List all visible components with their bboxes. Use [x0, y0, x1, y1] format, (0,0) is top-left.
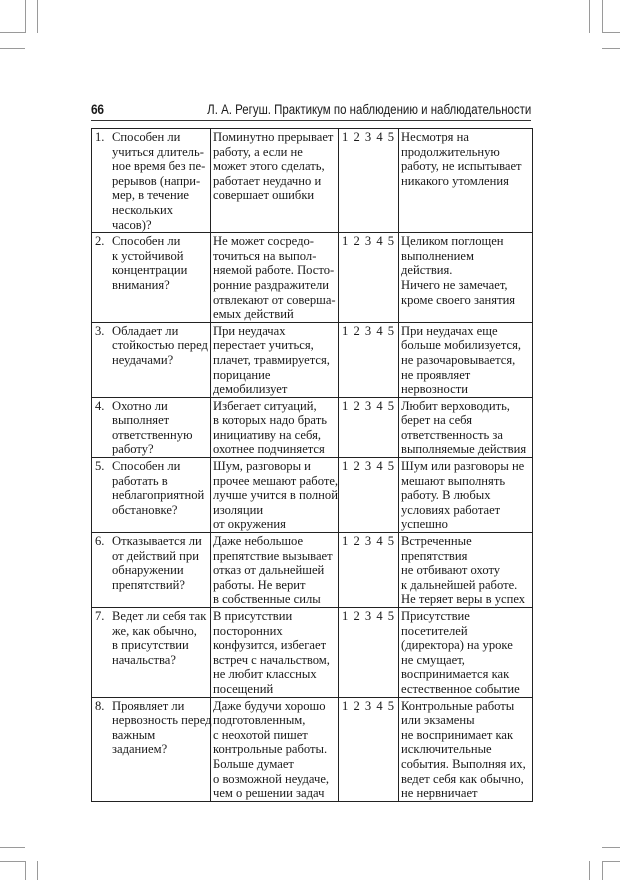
running-title: Л. А. Регуш. Практикум по наблюдению и наблюдательности: [206, 101, 531, 117]
positive-line: не нервничает: [401, 786, 478, 801]
crop-mark-top-left-h1: [0, 32, 25, 33]
crop-mark-bottom-right-h2: [602, 861, 620, 862]
positive-line: не проявляет: [401, 367, 471, 382]
positive-pole-cell: [399, 533, 533, 608]
positive-line: работу. В любых: [401, 488, 491, 503]
negative-line: конфузится, избегает: [213, 638, 327, 653]
negative-line: изоляции: [213, 502, 264, 517]
question-cell: [92, 233, 211, 323]
positive-line: Присутствие: [401, 609, 470, 623]
negative-line: отвлекают от соверша-: [213, 292, 336, 307]
table-row: [92, 608, 533, 698]
negative-line: чем о решении задач: [213, 786, 325, 801]
page-number: 66: [91, 101, 104, 117]
positive-line: исключительные: [401, 742, 492, 757]
question-cell: [92, 129, 211, 233]
crop-mark-bottom-right-v1: [589, 861, 590, 880]
positive-line: больше мобилизуется,: [401, 338, 522, 353]
negative-pole-cell: [211, 322, 339, 397]
positive-line: действия.: [401, 263, 453, 278]
question-line: внимания?: [112, 277, 170, 292]
negative-line: в собственные силы: [213, 592, 321, 607]
positive-line: не отбивают охоту: [401, 563, 501, 578]
negative-line: прочее мешают работе,: [213, 473, 339, 488]
rating-scale-cell: 1 2 3 4 5: [339, 608, 399, 698]
negative-line: демобилизует: [213, 382, 288, 397]
question-number: 7.: [95, 609, 105, 623]
table-row: [92, 322, 533, 397]
negative-line: с неохотой пишет: [213, 727, 308, 742]
negative-line: Даже небольшое: [213, 534, 304, 549]
positive-pole-cell: [399, 397, 533, 457]
crop-mark-bottom-left-h2: [0, 861, 25, 862]
question-cell: [92, 533, 211, 608]
positive-line: события. Выполняя их,: [401, 756, 526, 771]
question-number: 3.: [95, 323, 105, 338]
crop-mark-top-right-v2: [602, 0, 603, 33]
negative-pole-cell: [211, 397, 339, 457]
negative-line: не любит классных: [213, 667, 317, 682]
table-row: [92, 533, 533, 608]
question-line: начальства?: [112, 652, 176, 667]
question-line: учиться длитель-: [112, 144, 204, 159]
question-line: работать в: [112, 473, 168, 488]
question-number: 8.: [95, 698, 105, 713]
question-line: неблагоприятной: [112, 488, 205, 503]
positive-line: посетителей: [401, 623, 468, 638]
negative-line: В присутствии: [213, 609, 293, 623]
negative-line: плачет, травмируется,: [213, 352, 330, 367]
positive-line: к дальнейшей работе.: [401, 577, 518, 592]
rating-scale-cell: 1 2 3 4 5: [339, 697, 399, 801]
positive-line: выполнением: [401, 248, 474, 263]
positive-pole-cell: [399, 608, 533, 698]
positive-line: не воспринимает как: [401, 727, 514, 742]
question-line: обнаружении: [112, 563, 184, 578]
positive-line: Любит верховодить,: [401, 398, 510, 413]
question-line: ное время без пе-: [112, 159, 206, 174]
table-row: [92, 233, 533, 323]
question-number: 6.: [95, 534, 105, 549]
positive-line: Несмотря на: [401, 130, 469, 144]
crop-mark-top-right-h2: [602, 48, 620, 49]
rating-scale-cell: 1 2 3 4 5: [339, 397, 399, 457]
negative-line: работает неудачно и: [213, 173, 322, 188]
rating-scale-cell: 1 2 3 4 5: [339, 533, 399, 608]
negative-line: Шум, разговоры и: [213, 459, 311, 474]
question-cell: [92, 397, 211, 457]
negative-line: от окружения: [213, 517, 286, 532]
negative-line: посещений: [213, 681, 274, 696]
question-line: часов)?: [112, 217, 152, 232]
positive-line: Ничего не замечает,: [401, 277, 508, 292]
rating-scale-cell: 1 2 3 4 5: [339, 322, 399, 397]
negative-line: При неудачах: [213, 323, 286, 338]
negative-line: в которых надо брать: [213, 413, 327, 428]
negative-line: няемой работе. Посто-: [213, 263, 335, 278]
rating-scale-cell: 1 2 3 4 5: [339, 129, 399, 233]
question-line: Обладает ли: [112, 323, 179, 338]
negative-line: перестает учиться,: [213, 338, 314, 353]
question-line: работу?: [112, 442, 154, 457]
running-header: [91, 100, 531, 121]
negative-line: работы. Не верит: [213, 577, 306, 592]
question-line: рерывов (напри-: [112, 173, 201, 188]
question-line: важным: [112, 727, 156, 742]
negative-line: точиться на выпол-: [213, 248, 317, 263]
negative-line: может этого сделать,: [213, 159, 325, 174]
crop-mark-bottom-left-v2: [37, 861, 38, 880]
question-line: нервозность перед: [112, 713, 212, 728]
negative-line: емых действий: [213, 307, 294, 322]
question-line: в присутствии: [112, 638, 189, 653]
negative-line: встреч с начальством,: [213, 652, 330, 667]
negative-line: контрольные работы.: [213, 742, 328, 757]
table-row: [92, 697, 533, 801]
negative-line: совершает ошибки: [213, 188, 315, 203]
positive-line: берет на себя: [401, 413, 473, 428]
positive-pole-cell: [399, 322, 533, 397]
question-line: Способен ли: [112, 459, 181, 474]
positive-line: не смущает,: [401, 652, 465, 667]
negative-pole-cell: [211, 697, 339, 801]
positive-pole-cell: [399, 458, 533, 533]
positive-line: ведет себя как обычно,: [401, 771, 524, 786]
positive-line: Шум или разговоры не: [401, 459, 525, 474]
negative-line: Даже будучи хорошо: [213, 698, 326, 713]
question-number: 2.: [95, 234, 105, 249]
question-line: концентрации: [112, 263, 188, 278]
question-line: нескольких: [112, 202, 174, 217]
positive-line: никакого утомления: [401, 173, 509, 188]
crop-mark-top-left-v2: [37, 0, 38, 33]
question-line: выполняет: [112, 413, 170, 428]
table-body: [92, 129, 533, 802]
question-line: мер, в течение: [112, 188, 190, 203]
question-cell: [92, 608, 211, 698]
question-line: Проявляет ли: [112, 698, 185, 713]
crop-mark-bottom-left-h1: [0, 847, 25, 848]
negative-pole-cell: [211, 458, 339, 533]
table-row: [92, 397, 533, 457]
question-cell: [92, 322, 211, 397]
question-number: 4.: [95, 398, 105, 413]
question-line: ответственную: [112, 427, 193, 442]
negative-line: порицание: [213, 367, 271, 382]
question-number: 1.: [95, 130, 105, 144]
crop-mark-bottom-left-v1: [25, 861, 26, 880]
negative-line: препятствие вызывает: [213, 548, 333, 563]
question-line: Охотно ли: [112, 398, 168, 413]
positive-line: работу, не испытывает: [401, 159, 522, 174]
negative-line: работу, а если не: [213, 144, 303, 159]
negative-pole-cell: [211, 129, 339, 233]
question-line: препятствий?: [112, 577, 185, 592]
positive-line: нервозности: [401, 382, 468, 397]
negative-line: ронние раздражители: [213, 277, 330, 292]
table-row: [92, 129, 533, 233]
crop-mark-bottom-right-v2: [602, 861, 603, 880]
crop-mark-top-right-h1: [602, 32, 620, 33]
question-cell: [92, 697, 211, 801]
positive-line: Не теряет веры в успех: [401, 592, 526, 607]
positive-line: выполняемые действия: [401, 442, 527, 457]
rating-scale-cell: 1 2 3 4 5: [339, 458, 399, 533]
negative-line: отказ от дальнейшей: [213, 563, 325, 578]
positive-line: не разочаровывается,: [401, 352, 516, 367]
negative-line: посторонних: [213, 623, 283, 638]
question-line: Способен ли: [112, 130, 181, 144]
negative-line: подготовленным,: [213, 713, 306, 728]
crop-mark-top-left-v1: [25, 0, 26, 33]
question-line: же, как обычно,: [112, 623, 197, 638]
question-number: 5.: [95, 459, 105, 474]
negative-line: о возможной неудаче,: [213, 771, 330, 786]
question-cell: [92, 458, 211, 533]
negative-line: Не может сосредо-: [213, 234, 314, 249]
positive-pole-cell: [399, 697, 533, 801]
negative-line: охотнее подчиняется: [213, 442, 325, 457]
positive-line: При неудачах еще: [401, 323, 498, 338]
negative-line: Избегает ситуаций,: [213, 398, 317, 413]
question-line: неудачами?: [112, 352, 174, 367]
question-line: Ведет ли себя так: [112, 609, 207, 623]
positive-pole-cell: [399, 233, 533, 323]
crop-mark-top-left-h2: [0, 48, 25, 49]
negative-pole-cell: [211, 608, 339, 698]
question-line: Отказывается ли: [112, 534, 202, 549]
positive-line: Встреченные: [401, 534, 472, 549]
positive-line: воспринимается как: [401, 667, 510, 682]
positive-line: успешно: [401, 517, 448, 532]
rating-scale-cell: 1 2 3 4 5: [339, 233, 399, 323]
question-line: Способен ли: [112, 234, 181, 249]
rating-scale-table: [91, 128, 533, 802]
crop-mark-top-right-v1: [589, 0, 590, 33]
positive-line: продолжительную: [401, 144, 500, 159]
positive-line: или экзамены: [401, 713, 475, 728]
negative-line: инициативу на себя,: [213, 427, 322, 442]
positive-line: ответственность за: [401, 427, 503, 442]
positive-line: мешают выполнять: [401, 473, 506, 488]
positive-line: препятствия: [401, 548, 468, 563]
question-line: к устойчивой: [112, 248, 184, 263]
negative-pole-cell: [211, 233, 339, 323]
table-row: [92, 458, 533, 533]
negative-pole-cell: [211, 533, 339, 608]
negative-line: Поминутно прерывает: [213, 130, 334, 144]
negative-line: Больше думает: [213, 756, 294, 771]
question-line: заданием?: [112, 742, 168, 757]
positive-line: (директора) на уроке: [401, 638, 513, 653]
question-line: стойкостью перед: [112, 338, 208, 353]
positive-line: условиях работает: [401, 502, 501, 517]
positive-line: Целиком поглощен: [401, 234, 504, 249]
crop-mark-bottom-right-h1: [602, 847, 620, 848]
negative-line: лучше учится в полной: [213, 488, 338, 503]
question-line: обстановке?: [112, 502, 178, 517]
positive-pole-cell: [399, 129, 533, 233]
positive-line: Контрольные работы: [401, 698, 515, 713]
question-line: от действий при: [112, 548, 199, 563]
positive-line: естественное событие: [401, 681, 520, 696]
positive-line: кроме своего занятия: [401, 292, 516, 307]
